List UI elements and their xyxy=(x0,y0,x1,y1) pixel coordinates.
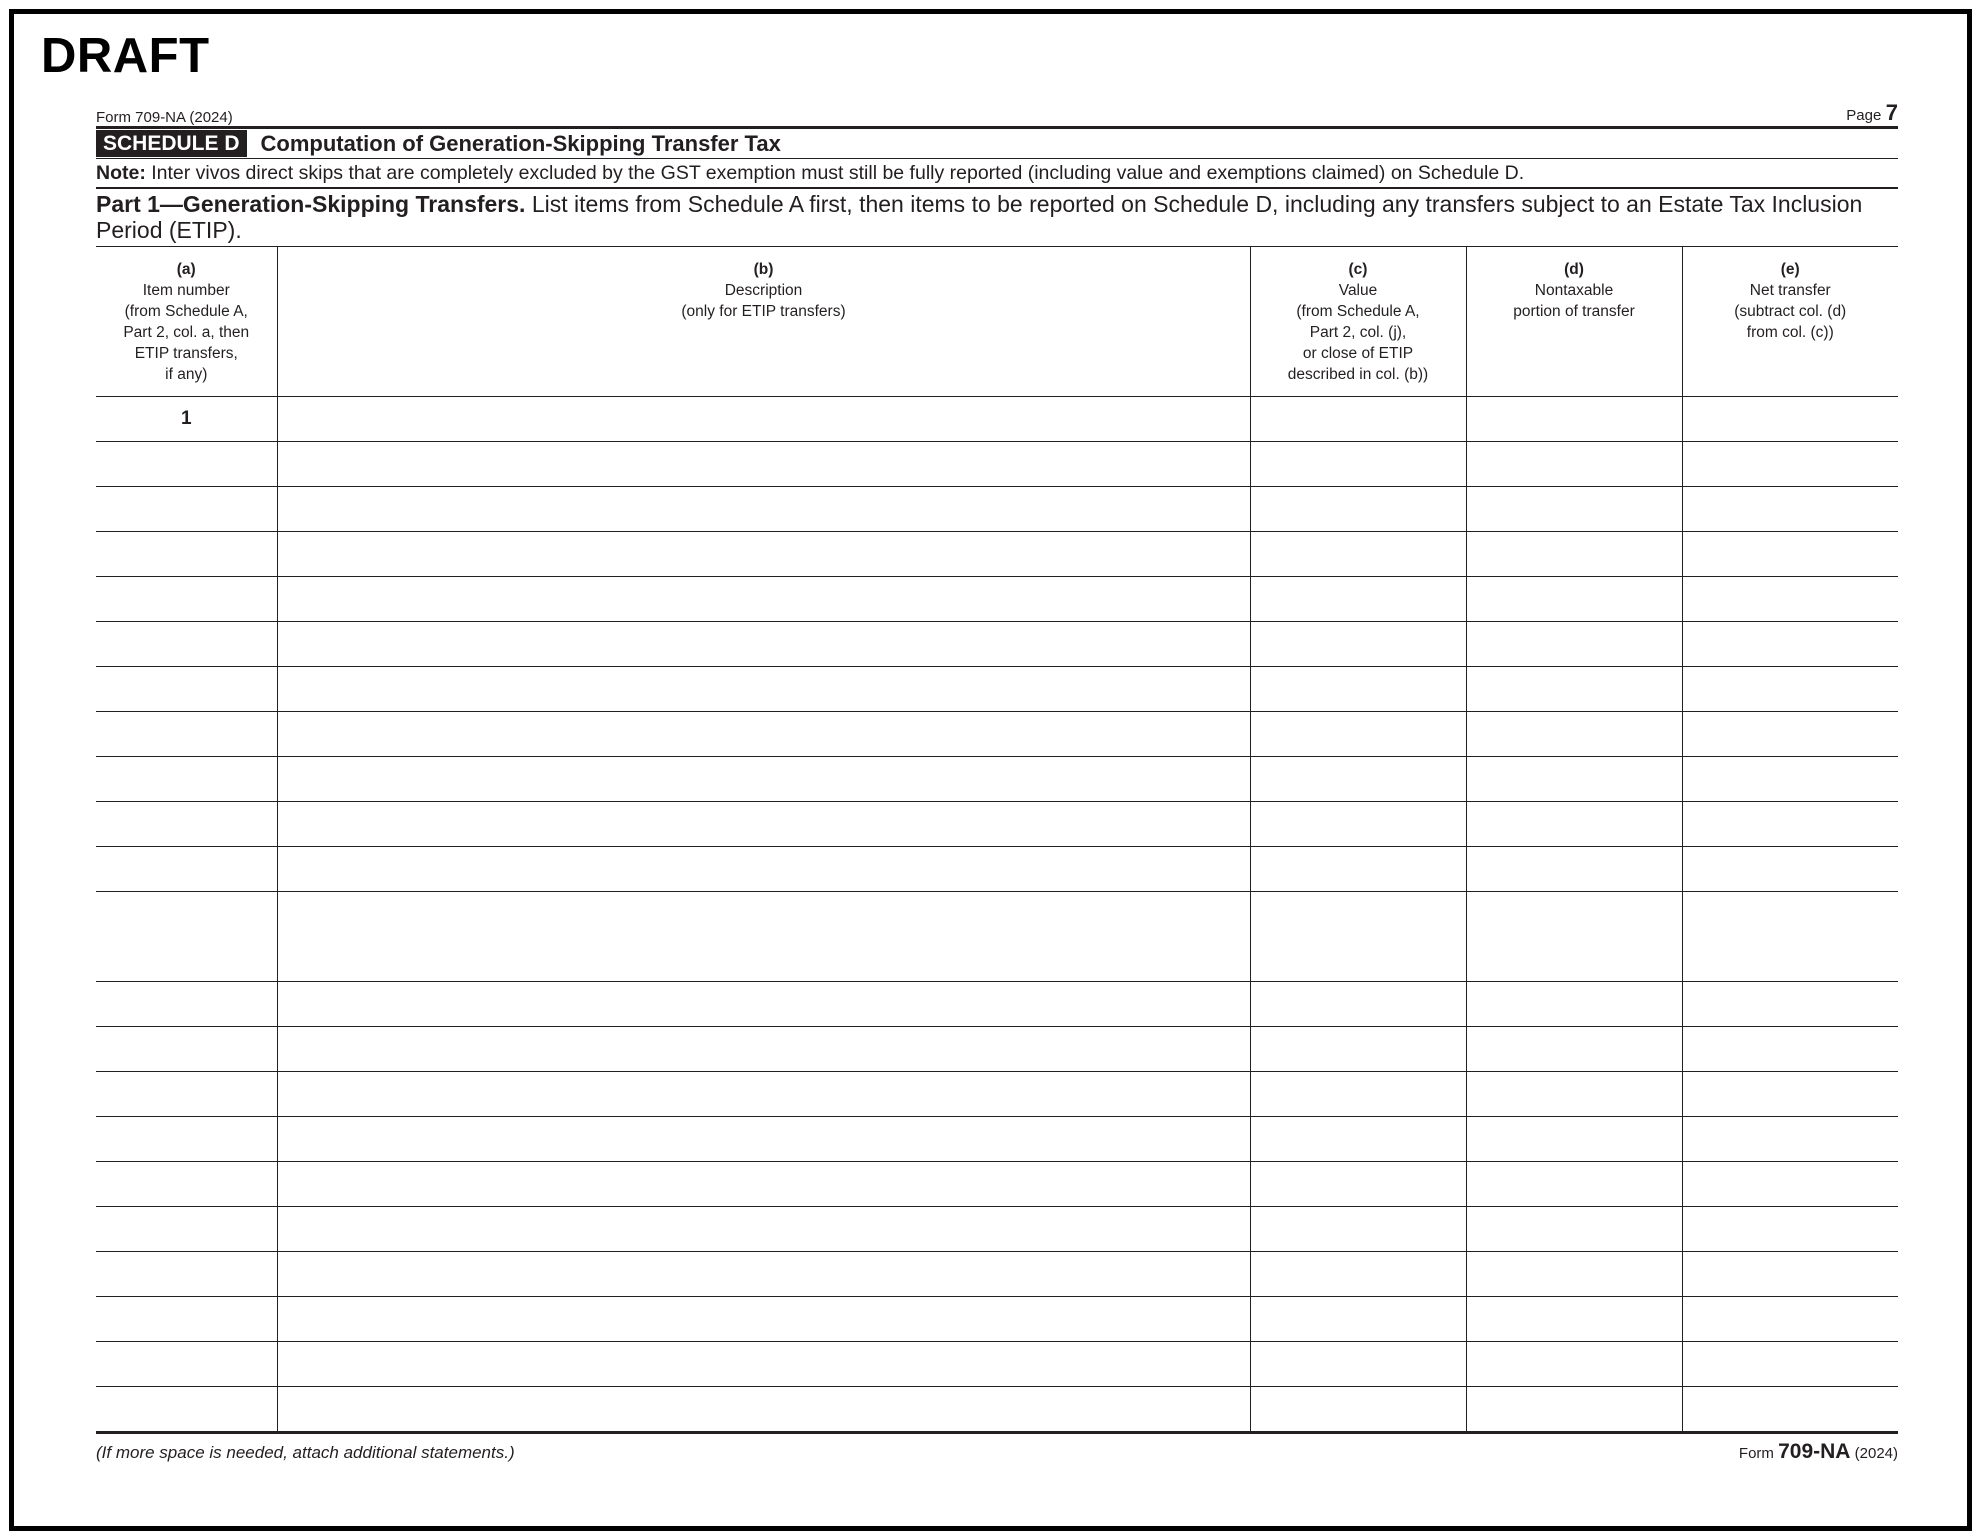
cell-nontaxable-portion[interactable] xyxy=(1466,666,1682,711)
cell-nontaxable-portion[interactable] xyxy=(1466,756,1682,801)
cell-value[interactable] xyxy=(1250,486,1466,531)
cell-description[interactable] xyxy=(277,666,1250,711)
page-label: Page xyxy=(1846,107,1882,124)
cell-value[interactable] xyxy=(1250,1161,1466,1206)
cell-nontaxable-portion[interactable] xyxy=(1466,846,1682,891)
note xyxy=(96,159,1898,189)
cell-description[interactable] xyxy=(277,621,1250,666)
cell-net-transfer[interactable] xyxy=(1682,846,1898,891)
cell-net-transfer[interactable] xyxy=(1682,981,1898,1026)
column-description: Nontaxable portion of transfer xyxy=(1513,282,1635,320)
cell-nontaxable-portion[interactable] xyxy=(1466,981,1682,1026)
cell-item-number[interactable] xyxy=(96,711,277,756)
cell-value[interactable] xyxy=(1250,981,1466,1026)
cell-value[interactable] xyxy=(1250,1386,1466,1432)
column-letter: (c) xyxy=(1348,261,1368,278)
cell-net-transfer[interactable] xyxy=(1682,1116,1898,1161)
column-letter: (e) xyxy=(1780,261,1800,278)
part1-title: Part 1—Generation-Skipping Transfers. xyxy=(96,191,526,217)
note-label: Note: xyxy=(96,162,146,184)
cell-item-number[interactable] xyxy=(96,531,277,576)
cell-value[interactable] xyxy=(1250,1206,1466,1251)
cell-net-transfer[interactable] xyxy=(1682,801,1898,846)
table-row xyxy=(96,1116,1898,1161)
footer-form-prefix: Form xyxy=(1738,1444,1774,1462)
cell-item-number[interactable] xyxy=(96,981,277,1026)
table-row xyxy=(96,981,1898,1026)
cell-nontaxable-portion[interactable] xyxy=(1466,1296,1682,1341)
cell-description[interactable] xyxy=(277,1341,1250,1386)
cell-description[interactable] xyxy=(277,1296,1250,1341)
column-letter: (a) xyxy=(176,261,196,278)
cell-net-transfer[interactable] xyxy=(1682,1071,1898,1116)
table-body xyxy=(96,396,1898,1432)
column-header-item-number xyxy=(96,247,277,396)
cell-item-number[interactable] xyxy=(96,1206,277,1251)
cell-value[interactable] xyxy=(1250,891,1466,981)
cell-net-transfer[interactable] xyxy=(1682,621,1898,666)
cell-net-transfer[interactable] xyxy=(1682,396,1898,441)
cell-net-transfer[interactable] xyxy=(1682,531,1898,576)
cell-item-number[interactable] xyxy=(96,1386,277,1432)
cell-value[interactable] xyxy=(1250,396,1466,441)
cell-nontaxable-portion[interactable] xyxy=(1466,531,1682,576)
cell-nontaxable-portion[interactable] xyxy=(1466,576,1682,621)
cell-item-number[interactable] xyxy=(96,576,277,621)
cell-nontaxable-portion[interactable] xyxy=(1466,891,1682,981)
table-row xyxy=(96,441,1898,486)
footer-form-year: (2024) xyxy=(1854,1444,1898,1462)
cell-description[interactable] xyxy=(277,1386,1250,1432)
table-row xyxy=(96,1026,1898,1071)
footer-note: (If more space is needed, attach additional statements.) xyxy=(96,1442,515,1462)
cell-item-number[interactable] xyxy=(96,1341,277,1386)
cell-item-number[interactable] xyxy=(96,621,277,666)
column-description: Net transfer (subtract col. (d) from col. (c)) xyxy=(1734,282,1847,341)
cell-net-transfer[interactable] xyxy=(1682,1341,1898,1386)
cell-nontaxable-portion[interactable] xyxy=(1466,1071,1682,1116)
cell-value[interactable] xyxy=(1250,1251,1466,1296)
cell-description[interactable] xyxy=(277,1071,1250,1116)
cell-description[interactable] xyxy=(277,486,1250,531)
table-row xyxy=(96,1296,1898,1341)
schedule-label: SCHEDULE D xyxy=(96,130,247,157)
cell-value[interactable] xyxy=(1250,711,1466,756)
cell-net-transfer[interactable] xyxy=(1682,1386,1898,1432)
gst-transfers-table xyxy=(96,247,1898,1434)
cell-net-transfer[interactable] xyxy=(1682,711,1898,756)
cell-net-transfer[interactable] xyxy=(1682,1026,1898,1071)
page-header xyxy=(96,100,1898,126)
cell-description[interactable] xyxy=(277,891,1250,981)
column-header-description xyxy=(277,247,1250,396)
cell-net-transfer[interactable] xyxy=(1682,666,1898,711)
cell-description[interactable] xyxy=(277,711,1250,756)
cell-net-transfer[interactable] xyxy=(1682,1161,1898,1206)
column-header-value xyxy=(1250,247,1466,396)
cell-nontaxable-portion[interactable] xyxy=(1466,1251,1682,1296)
cell-net-transfer[interactable] xyxy=(1682,756,1898,801)
cell-description[interactable] xyxy=(277,1251,1250,1296)
cell-nontaxable-portion[interactable] xyxy=(1466,396,1682,441)
footer-form-id xyxy=(1739,1440,1898,1464)
cell-nontaxable-portion[interactable] xyxy=(1466,1341,1682,1386)
table-row xyxy=(96,891,1898,981)
cell-item-number[interactable] xyxy=(96,801,277,846)
cell-description[interactable] xyxy=(277,1116,1250,1161)
cell-description[interactable] xyxy=(277,801,1250,846)
cell-net-transfer[interactable] xyxy=(1682,441,1898,486)
page-footer xyxy=(96,1440,1898,1464)
table-row xyxy=(96,756,1898,801)
table-row xyxy=(96,1386,1898,1432)
cell-value[interactable] xyxy=(1250,1026,1466,1071)
column-description: Item number (from Schedule A, Part 2, col. a, then ETIP transfers, if any) xyxy=(123,282,250,383)
table-row xyxy=(96,1071,1898,1116)
table-row xyxy=(96,846,1898,891)
schedule-title: Computation of Generation-Skipping Transfer Tax xyxy=(260,130,781,156)
cell-item-number[interactable] xyxy=(96,666,277,711)
cell-net-transfer[interactable] xyxy=(1682,1206,1898,1251)
cell-description[interactable] xyxy=(277,981,1250,1026)
cell-item-number[interactable] xyxy=(96,441,277,486)
table-row xyxy=(96,621,1898,666)
cell-item-number[interactable] xyxy=(96,846,277,891)
cell-description[interactable] xyxy=(277,531,1250,576)
column-header-net-transfer xyxy=(1682,247,1898,396)
cell-description[interactable] xyxy=(277,1161,1250,1206)
cell-value[interactable] xyxy=(1250,756,1466,801)
cell-item-number[interactable] xyxy=(96,1071,277,1116)
column-description: Value (from Schedule A, Part 2, col. (j), or close of ETIP described in col. (b)) xyxy=(1287,282,1429,383)
cell-description[interactable] xyxy=(277,1206,1250,1251)
cell-nontaxable-portion[interactable] xyxy=(1466,486,1682,531)
schedule-header xyxy=(96,126,1898,159)
table-row xyxy=(96,576,1898,621)
cell-description[interactable] xyxy=(277,846,1250,891)
cell-value[interactable] xyxy=(1250,666,1466,711)
cell-value[interactable] xyxy=(1250,1341,1466,1386)
table-row xyxy=(96,1206,1898,1251)
column-letter: (b) xyxy=(753,261,774,278)
cell-value[interactable] xyxy=(1250,1071,1466,1116)
table-row xyxy=(96,666,1898,711)
cell-nontaxable-portion[interactable] xyxy=(1466,621,1682,666)
cell-item-number[interactable] xyxy=(96,756,277,801)
table-row xyxy=(96,1161,1898,1206)
cell-value[interactable] xyxy=(1250,441,1466,486)
column-header-nontaxable-portion xyxy=(1466,247,1682,396)
cell-item-number[interactable] xyxy=(96,1251,277,1296)
page-number: 7 xyxy=(1885,100,1898,125)
cell-item-number[interactable] xyxy=(96,1161,277,1206)
cell-value[interactable] xyxy=(1250,621,1466,666)
draft-watermark: DRAFT xyxy=(41,29,210,83)
table-row xyxy=(96,1341,1898,1386)
cell-item-number[interactable] xyxy=(96,1026,277,1071)
cell-item-number[interactable] xyxy=(96,1296,277,1341)
form-id: Form 709-NA (2024) xyxy=(96,109,233,126)
cell-nontaxable-portion[interactable] xyxy=(1466,1206,1682,1251)
table-row xyxy=(96,801,1898,846)
table-row xyxy=(96,396,1898,441)
cell-description[interactable] xyxy=(277,1026,1250,1071)
cell-value[interactable] xyxy=(1250,1116,1466,1161)
cell-value[interactable] xyxy=(1250,846,1466,891)
part1-text: List items from Schedule A first, then items to be reported on Schedule D, including any transfers subject to an Estate Tax Inclusion Period (ETIP). xyxy=(96,191,1863,243)
cell-nontaxable-portion[interactable] xyxy=(1466,1386,1682,1432)
cell-value[interactable] xyxy=(1250,576,1466,621)
cell-net-transfer[interactable] xyxy=(1682,891,1898,981)
part1-heading xyxy=(96,189,1898,247)
cell-net-transfer[interactable] xyxy=(1682,486,1898,531)
cell-value[interactable] xyxy=(1250,531,1466,576)
cell-value[interactable] xyxy=(1250,801,1466,846)
column-letter: (d) xyxy=(1564,261,1584,278)
cell-net-transfer[interactable] xyxy=(1682,1251,1898,1296)
cell-item-number[interactable]: 1 xyxy=(96,396,277,441)
footer-form-number: 709-NA xyxy=(1778,1439,1851,1463)
cell-value[interactable] xyxy=(1250,1296,1466,1341)
cell-net-transfer[interactable] xyxy=(1682,576,1898,621)
page-indicator xyxy=(1846,100,1898,126)
cell-nontaxable-portion[interactable] xyxy=(1466,1161,1682,1206)
cell-description[interactable] xyxy=(277,396,1250,441)
cell-description[interactable] xyxy=(277,756,1250,801)
cell-nontaxable-portion[interactable] xyxy=(1466,801,1682,846)
cell-nontaxable-portion[interactable] xyxy=(1466,1026,1682,1071)
cell-nontaxable-portion[interactable] xyxy=(1466,441,1682,486)
table-row xyxy=(96,1251,1898,1296)
form-709na-page-7 xyxy=(96,100,1898,1464)
cell-nontaxable-portion[interactable] xyxy=(1466,711,1682,756)
note-text: Inter vivos direct skips that are completely excluded by the GST exemption must still be fully reported (including value and exemptions claimed) on Schedule D. xyxy=(151,162,1525,184)
cell-description[interactable] xyxy=(277,441,1250,486)
table-row xyxy=(96,711,1898,756)
column-description: Description (only for ETIP transfers) xyxy=(681,282,846,320)
table-row xyxy=(96,531,1898,576)
cell-nontaxable-portion[interactable] xyxy=(1466,1116,1682,1161)
cell-item-number[interactable] xyxy=(96,1116,277,1161)
cell-net-transfer[interactable] xyxy=(1682,1296,1898,1341)
cell-description[interactable] xyxy=(277,576,1250,621)
cell-item-number[interactable] xyxy=(96,486,277,531)
table-header-row xyxy=(96,247,1898,396)
cell-item-number[interactable] xyxy=(96,891,277,981)
table-row xyxy=(96,486,1898,531)
